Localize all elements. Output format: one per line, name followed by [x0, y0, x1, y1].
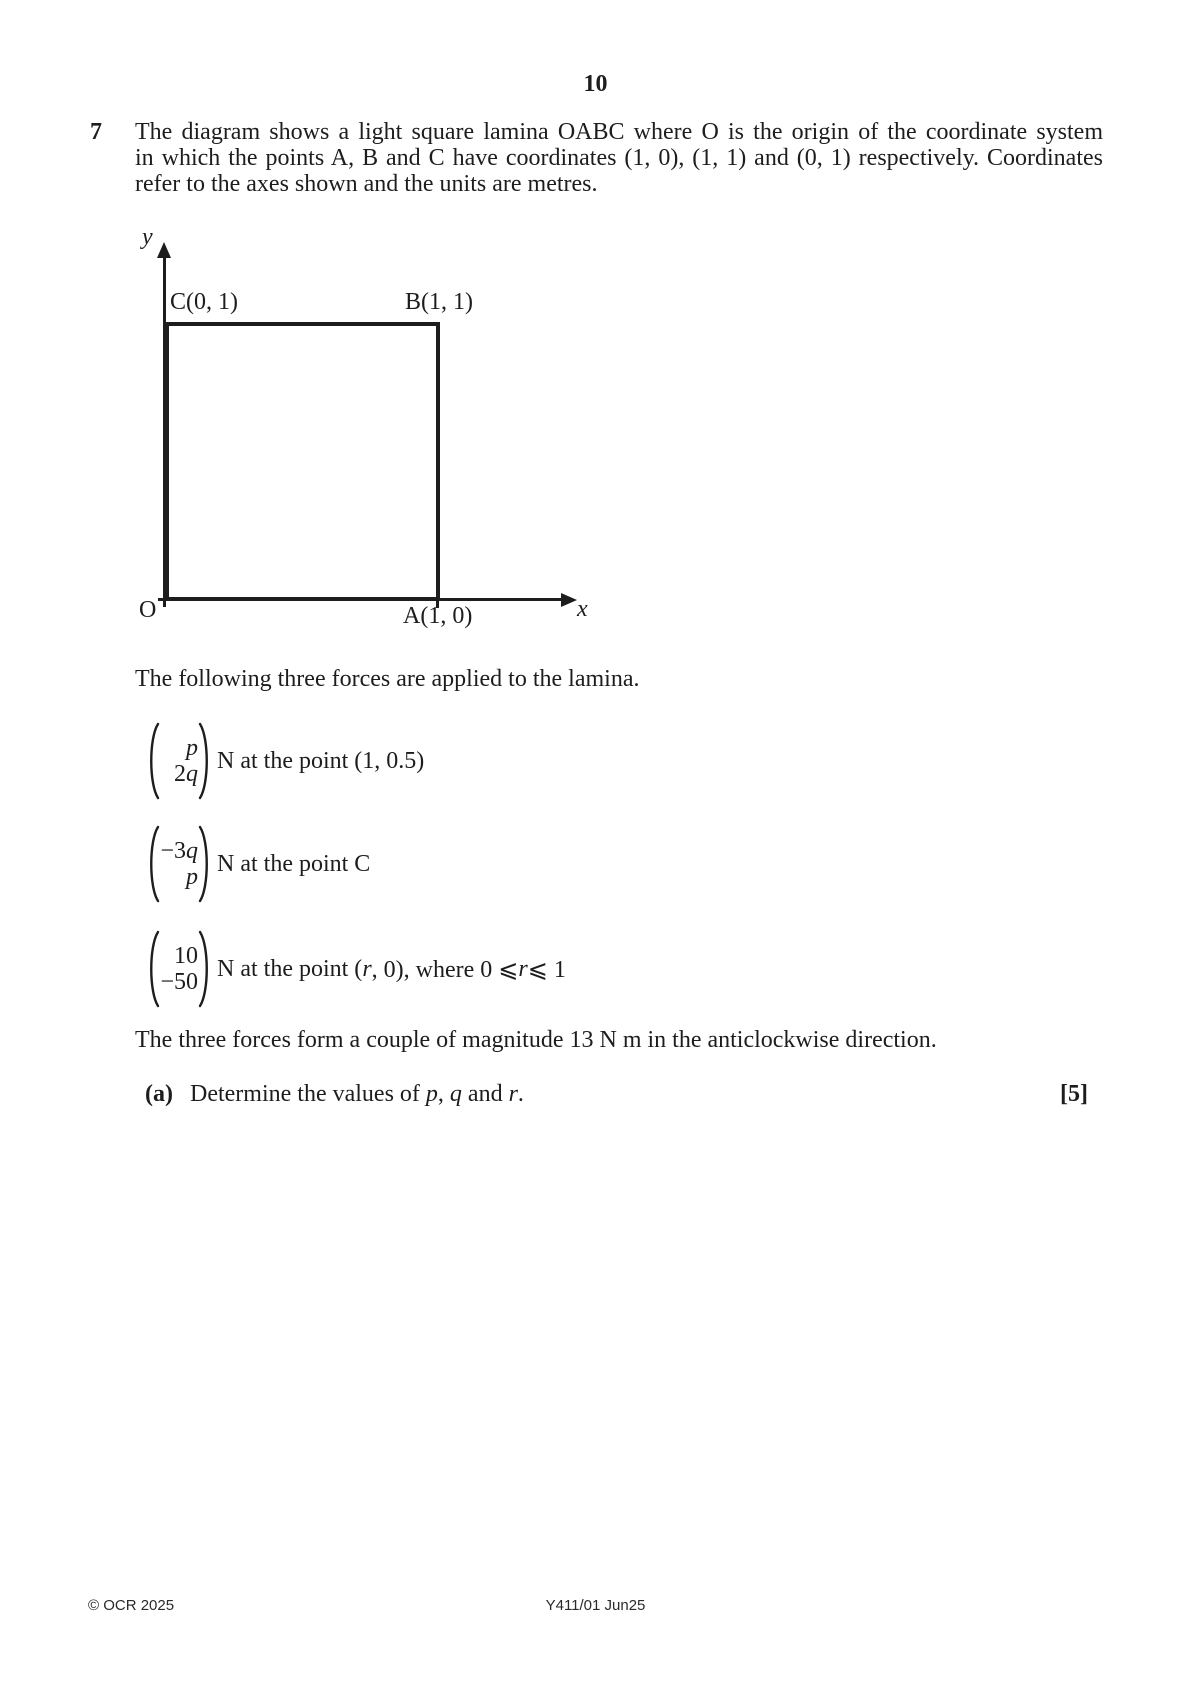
- force-vector-3: [145, 930, 566, 1008]
- y-axis-arrow-icon: [157, 242, 171, 258]
- right-paren-icon: [198, 722, 213, 800]
- variable-q: q: [449, 1081, 462, 1107]
- x-axis-label: x: [577, 596, 588, 622]
- left-paren-icon: [145, 825, 160, 903]
- force-vector-1-components: [160, 722, 198, 800]
- part-a-text-segment: .: [517, 1081, 524, 1107]
- force-3-variable-r: r: [362, 955, 372, 982]
- force-2-y-component: [186, 864, 198, 890]
- force-1-x-value: p: [186, 735, 198, 761]
- force-1-y-coefficient: 2: [174, 761, 186, 787]
- question-text-line-2: [135, 145, 1103, 171]
- force-vector-1-description: [217, 722, 424, 800]
- part-a-label: (a): [145, 1081, 173, 1107]
- force-3-description-text: ⩽ 1: [527, 956, 566, 983]
- origin-label: O: [139, 597, 157, 623]
- force-3-description-text: , 0), where 0 ⩽: [371, 956, 519, 983]
- y-axis-label: y: [142, 224, 153, 250]
- force-2-description-text: N at the point C: [217, 850, 371, 877]
- left-paren-icon: [145, 722, 160, 800]
- right-paren-icon: [198, 930, 213, 1008]
- left-paren-icon: [145, 930, 160, 1008]
- part-a-text-segment: Determine the values of: [190, 1081, 426, 1107]
- part-a-text-segment: ,: [437, 1081, 450, 1107]
- part-a-text: [190, 1081, 524, 1107]
- question-text-line-1: [135, 119, 1103, 145]
- force-vector-3-components: [160, 930, 198, 1008]
- question-number: 7: [90, 119, 102, 145]
- corner-b-label: B(1, 1): [405, 289, 473, 315]
- force-3-y-component: −50: [160, 969, 198, 995]
- force-1-y-component: [174, 761, 198, 787]
- x-axis: [158, 598, 564, 601]
- force-1-y-variable: q: [186, 761, 198, 787]
- right-paren-icon: [198, 825, 213, 903]
- square-lamina: [165, 322, 440, 601]
- corner-c-label: C(0, 1): [170, 289, 238, 315]
- x-axis-arrow-icon: [561, 593, 577, 607]
- force-3-description-text: N at the point (: [217, 955, 363, 982]
- force-3-x-component: 10: [174, 943, 198, 969]
- couple-statement: The three forces form a couple of magnitude 13 N m in the anticlockwise direction.: [135, 1027, 937, 1053]
- force-2-x-variable: q: [186, 838, 198, 864]
- force-vector-2-description: [217, 825, 370, 903]
- part-a-text-segment: and: [461, 1081, 509, 1107]
- force-1-x-component: [186, 735, 198, 761]
- question-text-line-3: refer to the axes shown and the units are metres.: [135, 171, 598, 197]
- force-vector-2-components: [160, 825, 198, 903]
- forces-intro: The following three forces are applied to the lamina.: [135, 666, 640, 692]
- marks-badge: [5]: [1060, 1081, 1088, 1107]
- footer-paper-code: Y411/01 Jun25: [545, 1597, 646, 1614]
- footer-copyright: © OCR 2025: [88, 1597, 175, 1614]
- force-1-description-text: N at the point (1, 0.5): [217, 747, 425, 774]
- force-2-x-component: [160, 838, 198, 864]
- question-text-line-2-text: in which the points A, B and C have coordinates (1, 0), (1, 1) and (0, 1) respectively. Coordinates: [135, 145, 1103, 171]
- force-vector-3-description: [217, 930, 566, 1008]
- corner-a-label: A(1, 0): [403, 603, 473, 629]
- variable-r: r: [508, 1081, 518, 1107]
- question-text-line-1-text: The diagram shows a light square lamina OABC where O is the origin of the coordinate system: [135, 119, 1103, 145]
- force-vector-1: [145, 722, 424, 800]
- force-2-y-value: p: [186, 864, 198, 890]
- force-3-variable-r: r: [518, 955, 528, 982]
- question-text: [135, 119, 1103, 197]
- variable-p: p: [425, 1081, 438, 1107]
- force-2-x-coefficient: −3: [160, 838, 186, 864]
- y-axis: [163, 250, 166, 607]
- page-number: 10: [583, 71, 608, 97]
- force-vector-2: [145, 825, 370, 903]
